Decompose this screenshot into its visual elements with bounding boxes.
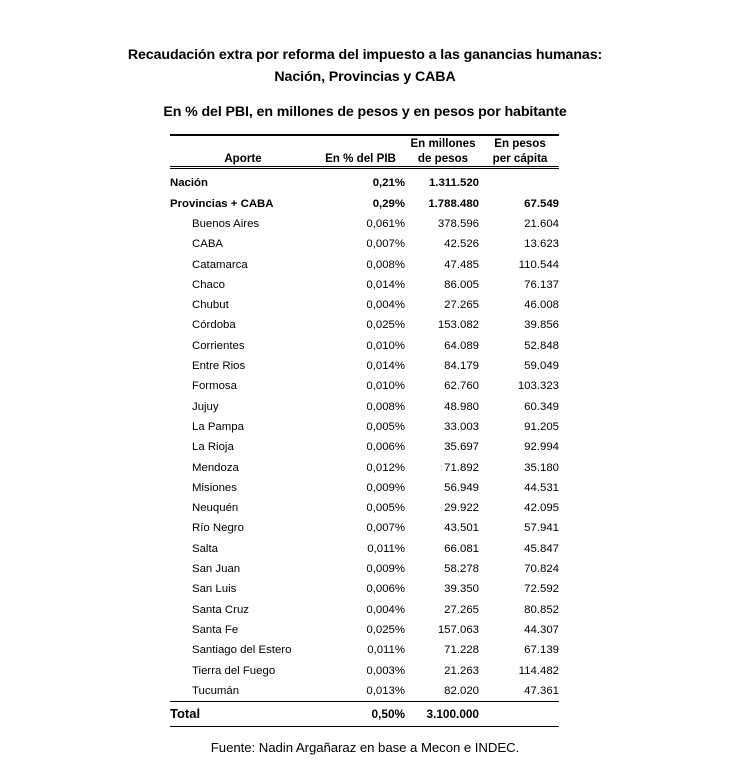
row-millones: 27.265 (444, 299, 479, 312)
row-label: Nación (170, 177, 208, 190)
table-row (170, 437, 559, 457)
row-millones: 33.003 (444, 420, 479, 433)
row-capita: 52.848 (524, 339, 559, 352)
row-label: Santa Fe (192, 623, 239, 636)
row-pib: 0,014% (366, 278, 405, 291)
column-header-millones-line-1: En millones (410, 137, 476, 150)
table-body (170, 167, 559, 702)
row-label: Santiago del Estero (192, 644, 292, 657)
table-row (170, 397, 559, 417)
table-row (170, 478, 559, 498)
table-row (170, 417, 559, 437)
row-capita: 110.544 (518, 258, 559, 271)
table-row (170, 167, 559, 194)
row-capita: 57.941 (524, 522, 559, 535)
row-millones: 378.596 (437, 218, 479, 230)
table-header-row (170, 135, 559, 167)
column-header-capita-line-1: En pesos (494, 137, 546, 150)
table-head (170, 135, 559, 167)
row-pib: 0,007% (366, 238, 405, 251)
row-capita: 76.137 (524, 278, 559, 291)
column-header-millones (405, 135, 479, 167)
row-millones: 64.089 (444, 339, 479, 352)
page-title-line-1: Recaudación extra por reforma del impuesto a las ganancias humanas: (127, 47, 603, 63)
table-row (170, 600, 559, 620)
row-label: Córdoba (192, 319, 236, 332)
row-label: San Luis (192, 583, 237, 596)
row-label: Chaco (192, 278, 225, 291)
row-label: Tierra del Fuego (192, 664, 276, 677)
row-label: Catamarca (192, 258, 248, 271)
table-row (170, 559, 559, 579)
table-row (170, 620, 559, 640)
table-row (170, 579, 559, 599)
page-subtitle: En % del PBI, en millones de pesos y en pesos por habitante (163, 104, 567, 120)
table-row (170, 661, 559, 681)
row-label: Mendoza (192, 461, 239, 474)
row-pib: 0,014% (366, 360, 405, 373)
page-title-line-2: Nación, Provincias y CABA (274, 69, 456, 85)
table-row (170, 234, 559, 254)
row-millones: 71.228 (444, 644, 479, 657)
row-label: Chubut (192, 299, 229, 312)
row-millones: 47.485 (444, 258, 479, 271)
row-label: Provincias + CABA (170, 197, 274, 210)
row-label: La Pampa (192, 420, 244, 433)
row-millones: 56.949 (444, 481, 479, 494)
title-block (0, 0, 730, 123)
row-label: Tucumán (192, 684, 240, 697)
row-pib: 0,025% (366, 623, 405, 636)
row-pib: 0,013% (366, 684, 405, 697)
row-capita: 72.592 (524, 583, 559, 596)
row-pib: 0,011% (367, 542, 405, 555)
row-millones: 42.526 (444, 238, 479, 251)
row-label: Neuquén (192, 502, 239, 515)
row-millones: 66.081 (444, 542, 479, 555)
row-millones: 153.082 (437, 319, 479, 332)
row-capita: 103.323 (517, 380, 559, 393)
row-capita (479, 167, 559, 194)
table-row (170, 681, 559, 702)
row-pib: 0,21% (372, 177, 405, 190)
row-millones: 35.697 (444, 441, 479, 454)
row-millones: 29.922 (444, 502, 479, 515)
row-label: Misiones (192, 481, 237, 494)
row-pib: 0,008% (366, 400, 405, 413)
row-pib: 0,003% (366, 664, 405, 677)
row-millones: 1.311.520 (428, 177, 479, 190)
row-millones: 58.278 (444, 563, 479, 576)
source-note: Fuente: Nadin Argañaraz en base a Mecon e INDEC. (210, 740, 520, 756)
row-pib: 0,004% (366, 603, 405, 616)
row-label: Corrientes (192, 339, 245, 352)
row-label: Buenos Aires (192, 218, 260, 230)
table-row (170, 539, 559, 559)
row-label: Salta (192, 542, 218, 555)
row-label: La Rioja (192, 441, 234, 454)
table-total-row (170, 702, 559, 727)
row-pib: 0,009% (366, 563, 405, 576)
table-foot (170, 702, 559, 727)
row-label: Santa Cruz (192, 603, 249, 616)
row-capita: 114.482 (518, 664, 559, 677)
row-pib: 0,061% (366, 218, 405, 230)
row-millones: 39.350 (444, 583, 479, 596)
table-row (170, 518, 559, 538)
row-label: Formosa (192, 380, 237, 393)
row-millones: 27.265 (444, 603, 479, 616)
row-pib: 0,008% (366, 258, 405, 271)
row-capita: 45.847 (524, 542, 559, 555)
total-millones: 3.100.000 (405, 702, 479, 727)
row-label: San Juan (192, 563, 241, 576)
row-pib: 0,29% (372, 197, 405, 210)
row-pib: 0,010% (366, 339, 405, 352)
column-header-pib: En % del PIB (325, 152, 396, 166)
row-pib: 0,006% (366, 583, 405, 596)
row-pib: 0,010% (366, 380, 405, 393)
row-pib: 0,006% (366, 441, 405, 454)
row-pib: 0,004% (366, 299, 405, 312)
row-capita: 44.531 (524, 481, 559, 494)
table-row (170, 356, 559, 376)
row-pib: 0,005% (366, 420, 405, 433)
row-capita: 91.205 (524, 420, 559, 433)
row-millones: 82.020 (444, 684, 479, 697)
row-pib: 0,009% (366, 481, 405, 494)
column-header-aporte: Aporte (224, 152, 262, 166)
table-row (170, 214, 559, 234)
row-capita: 35.180 (524, 461, 559, 474)
total-label: Total (170, 702, 316, 727)
column-header-capita (479, 135, 559, 167)
row-pib: 0,007% (366, 522, 405, 535)
total-pib: 0,50% (316, 702, 405, 727)
row-capita: 47.361 (524, 684, 559, 697)
row-millones: 86.005 (444, 278, 479, 291)
row-capita: 67.549 (524, 197, 559, 210)
row-capita: 70.824 (524, 563, 559, 576)
row-label: CABA (192, 238, 224, 251)
row-pib: 0,025% (366, 319, 405, 332)
row-capita: 42.095 (524, 502, 559, 515)
row-capita: 80.852 (524, 603, 559, 616)
table-row (170, 498, 559, 518)
table-row (170, 255, 559, 275)
row-capita: 39.856 (524, 319, 559, 332)
table-row (170, 640, 559, 660)
row-capita: 67.139 (524, 644, 559, 657)
row-capita: 59.049 (524, 360, 559, 373)
row-millones: 62.760 (444, 380, 479, 393)
row-capita: 60.349 (524, 400, 559, 413)
row-millones: 21.263 (444, 664, 479, 677)
column-header-capita-line-2: per cápita (492, 152, 548, 166)
row-millones: 48.980 (444, 400, 479, 413)
row-pib: 0,012% (366, 461, 405, 474)
table-row (170, 458, 559, 478)
total-capita (479, 702, 559, 727)
row-millones: 84.179 (444, 360, 479, 373)
row-capita: 13.623 (524, 238, 559, 251)
row-label: Entre Rios (192, 360, 246, 373)
row-capita: 92.994 (524, 441, 559, 454)
row-pib: 0,005% (366, 502, 405, 515)
row-millones: 71.892 (444, 461, 479, 474)
table-row (170, 295, 559, 315)
row-label: Jujuy (192, 400, 219, 413)
table-row (170, 336, 559, 356)
table-row (170, 315, 559, 335)
row-capita: 44.307 (524, 623, 559, 636)
table-row (170, 194, 559, 214)
table-row (170, 275, 559, 295)
row-millones: 1.788.480 (428, 197, 479, 210)
row-pib: 0,011% (367, 644, 405, 657)
row-label: Río Negro (192, 522, 244, 535)
row-millones: 157.063 (437, 623, 479, 636)
row-millones: 43.501 (444, 522, 479, 535)
row-capita: 21.604 (524, 218, 559, 230)
column-header-millones-line-2: de pesos (417, 152, 469, 166)
table-row (170, 376, 559, 396)
table-container (0, 134, 730, 727)
revenue-table (170, 134, 559, 727)
row-capita: 46.008 (524, 299, 559, 312)
